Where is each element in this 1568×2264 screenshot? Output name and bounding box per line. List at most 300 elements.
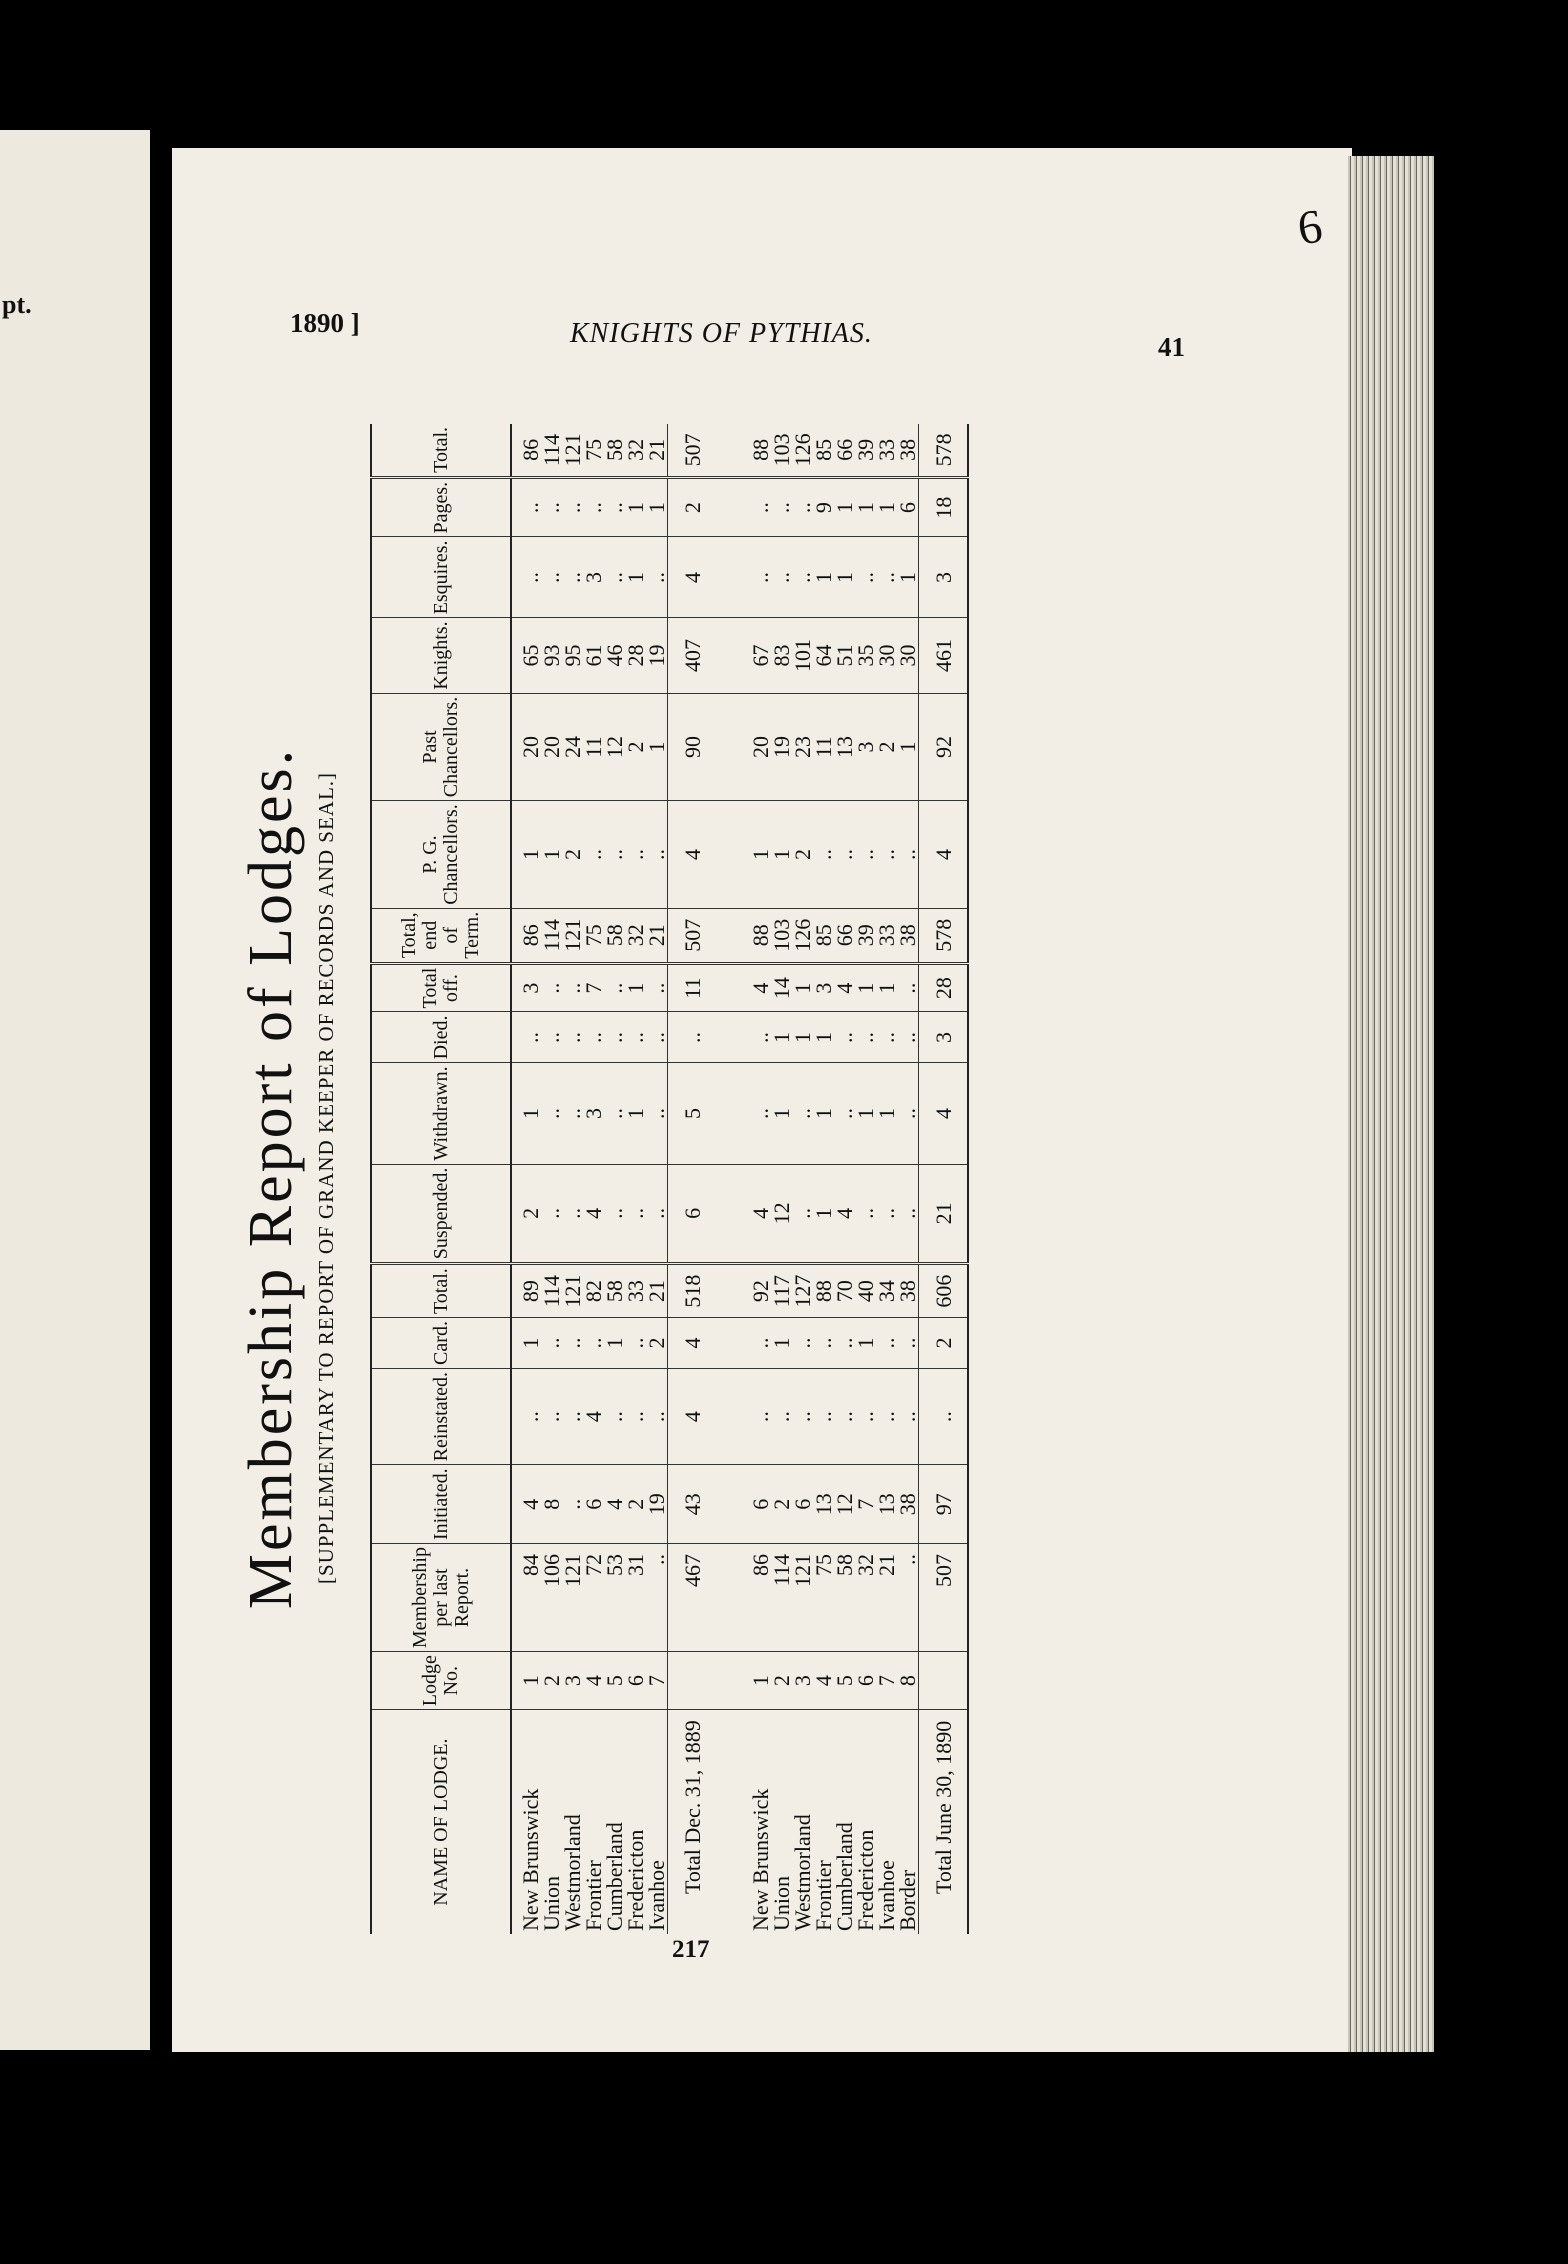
table-cell: 1 [520,1652,541,1710]
table-cell: .. [855,1164,876,1264]
table-cell: .. [834,801,855,909]
table-cell: .. [646,963,668,1012]
table-cell: 4 [834,1164,855,1264]
table-cell: 13 [834,693,855,801]
table-cell: .. [541,1368,562,1464]
total-row [668,424,717,1934]
table-cell: .. [792,477,813,537]
table-cell: 407 [668,618,717,693]
table-cell: 5 [834,1652,855,1710]
table-cell: 1 [520,1318,541,1369]
table-cell: .. [750,1012,771,1063]
table-cell: .. [750,1368,771,1464]
table-cell: 32 [625,424,646,477]
lodge-name-cell: Ivanhoe [644,1860,669,1931]
table-cell: 7 [876,1652,897,1710]
column-header: Reinstated. [371,1368,511,1464]
lodge-name-cell: Total June 30, 1890 [919,1710,969,1934]
table-cell: 4 [813,1652,834,1710]
table-cell: .. [604,1063,625,1164]
table-cell: 88 [750,424,771,477]
table-cell: 2 [625,693,646,801]
table-cell: 58 [604,1264,625,1318]
table-cell: .. [562,537,583,618]
table-cell: 4 [919,1063,969,1164]
table-cell: 103 [771,424,792,477]
table-cell: 28 [919,963,969,1012]
table-cell: .. [562,1063,583,1164]
table-cell: 6 [668,1164,717,1264]
table-cell: 85 [813,908,834,963]
table-cell: 7 [646,1652,668,1710]
table-cell: .. [646,1012,668,1063]
table-cell: 35 [855,618,876,693]
table-cell: .. [541,1318,562,1369]
table-cell: .. [562,1465,583,1544]
table-cell: 88 [750,908,771,963]
table-cell: .. [771,537,792,618]
table-cell: .. [855,1012,876,1063]
lodge-name-cell: Total Dec. 31, 1889 [668,1710,717,1934]
table-cell: .. [646,1544,668,1652]
table-cell: 1 [604,1318,625,1369]
spacer-cell [716,1368,750,1464]
table-cell: 28 [625,618,646,693]
column-header: Lodge No. [371,1652,511,1710]
table-cell: .. [750,1318,771,1369]
table-cell: 7 [855,1465,876,1544]
table-cell: 3 [583,1063,604,1164]
table-cell: .. [562,477,583,537]
table-cell: 92 [750,1264,771,1318]
table-cell: 33 [625,1264,646,1318]
table-cell: 1 [813,537,834,618]
lodge-name-cell: New Brunswick [748,1788,773,1931]
table-cell: 1 [646,477,668,537]
table-cell: .. [604,537,625,618]
table-cell: 2 [646,1318,668,1369]
table-cell: 5 [604,1652,625,1710]
table-cell: 507 [668,424,717,477]
header-row [371,424,511,1934]
table-cell: .. [834,1012,855,1063]
spacer-cell [716,1544,750,1652]
table-cell: 1 [625,477,646,537]
column-header: Membership per last Report. [371,1544,511,1652]
table-cell: 1 [855,1063,876,1164]
table-cell: 114 [541,908,562,963]
table-cell: 2 [520,1164,541,1264]
column-header: Esquires. [371,537,511,618]
table-cell: 84 [520,1544,541,1652]
table-cell: .. [646,1063,668,1164]
table-cell: 1 [876,963,897,1012]
table-cell: .. [897,1368,919,1464]
table-cell: 8 [541,1465,562,1544]
table-cell: 2 [541,1652,562,1710]
table-cell: 64 [813,618,834,693]
table-cell: .. [583,801,604,909]
table-cell: 85 [813,424,834,477]
table-cell: .. [834,1368,855,1464]
table-cell: .. [646,1164,668,1264]
table-cell: 103 [771,908,792,963]
table-cell: .. [813,801,834,909]
table-cell: 33 [876,908,897,963]
table-cell: .. [541,963,562,1012]
table-cell: 3 [855,693,876,801]
table-cell: .. [520,537,541,618]
table-cell: 4 [583,1368,604,1464]
table-cell: 58 [834,1544,855,1652]
table-row [625,424,646,1934]
table-row [541,424,562,1934]
table-cell: 21 [646,1264,668,1318]
table-cell: .. [604,801,625,909]
table-cell: 20 [520,693,541,801]
table-cell: .. [750,1063,771,1164]
table-cell [919,1652,969,1710]
table-cell: 72 [583,1544,604,1652]
table-cell: 21 [646,908,668,963]
spacer-cell [716,618,750,693]
table-cell: 3 [919,537,969,618]
table-cell: 90 [668,693,717,801]
table-cell: 23 [792,693,813,801]
table-cell: 32 [625,908,646,963]
left-page-edge [0,130,150,2050]
table-cell: .. [541,1063,562,1164]
table-cell: 518 [668,1264,717,1318]
report-title: Membership Report of Lodges. [237,746,305,1610]
lodge-name-cell: Cumberland [832,1822,857,1931]
table-cell: 92 [919,693,969,801]
membership-table [370,424,969,1934]
table-cell: 1 [520,801,541,909]
table-cell: .. [876,1368,897,1464]
table-row [750,424,771,1934]
table-cell: .. [897,1012,919,1063]
table-cell: 38 [897,424,919,477]
table-cell: 126 [792,424,813,477]
spacer-cell [716,1652,750,1710]
table-cell: .. [583,477,604,537]
table-cell: .. [876,537,897,618]
table-cell: 3 [813,963,834,1012]
table-cell: 3 [520,963,541,1012]
table-cell: 13 [813,1465,834,1544]
table-cell: 4 [583,1652,604,1710]
table-row [562,424,583,1934]
table-cell: .. [897,801,919,909]
table-cell: 2 [771,1465,792,1544]
table-cell: 101 [792,618,813,693]
table-cell: .. [625,1368,646,1464]
table-cell: .. [646,537,668,618]
table-cell: 1 [771,801,792,909]
table-cell: 31 [625,1544,646,1652]
spacer-cell [716,1318,750,1369]
table-cell: 1 [876,477,897,537]
table-cell: 82 [583,1264,604,1318]
table-cell: .. [919,1368,969,1464]
table-cell: 11 [668,963,717,1012]
column-header: Suspended. [371,1164,511,1264]
table-cell: .. [625,1164,646,1264]
lodge-name-cell: Fredericton [623,1829,648,1931]
table-cell: .. [876,1318,897,1369]
table-body [511,424,968,1934]
table-cell: 21 [876,1544,897,1652]
table-cell: 106 [541,1544,562,1652]
table-cell: 6 [750,1465,771,1544]
table-cell: 114 [771,1544,792,1652]
left-page-fragment: pt. [2,290,32,319]
table-cell: 65 [520,618,541,693]
table-cell: 11 [583,693,604,801]
spacer-cell [716,963,750,1012]
table-cell: 4 [520,1465,541,1544]
folio-number: 217 [672,1936,710,1963]
lodge-name-cell: Union [539,1876,564,1931]
table-cell: .. [792,1164,813,1264]
table-cell: 75 [583,424,604,477]
column-header: Total off. [371,963,511,1012]
table-cell: 1 [792,1012,813,1063]
table-cell: 14 [771,963,792,1012]
table-cell: 121 [562,1264,583,1318]
column-header: Card. [371,1318,511,1369]
table-cell: .. [668,1012,717,1063]
spacer-cell [716,477,750,537]
column-header: Withdrawn. [371,1063,511,1164]
spacer-cell [716,908,750,963]
table-cell: 121 [562,908,583,963]
table-cell: 1 [646,693,668,801]
table-cell: 1 [771,1063,792,1164]
table-cell: 18 [919,477,969,537]
table-row [813,424,834,1934]
table-cell: 1 [897,693,919,801]
table-cell: .. [646,801,668,909]
table-cell: .. [541,477,562,537]
table-cell: 3 [583,537,604,618]
table-cell: 1 [813,1164,834,1264]
table-cell: .. [583,1318,604,1369]
table-cell [668,1652,717,1710]
table-cell: .. [520,1368,541,1464]
table-cell: 1 [897,537,919,618]
table-cell: 2 [771,1652,792,1710]
table-cell: 39 [855,908,876,963]
table-cell: 1 [750,1652,771,1710]
table-cell: 1 [855,1318,876,1369]
table-cell: 38 [897,1465,919,1544]
spacer-cell [716,1264,750,1318]
table-cell: .. [562,1368,583,1464]
table-cell: 34 [876,1264,897,1318]
table-cell: 2 [919,1318,969,1369]
table-cell: .. [876,1164,897,1264]
lodge-name-cell: Westmorland [790,1814,815,1931]
table-cell: 4 [668,1368,717,1464]
spacer-cell [716,1710,750,1934]
table-cell: 3 [792,1652,813,1710]
table-cell: 4 [583,1164,604,1264]
table-cell: 95 [562,618,583,693]
table-cell: 4 [750,1164,771,1264]
spacer-cell [716,801,750,909]
table-cell: 2 [876,693,897,801]
lodge-name-cell: Cumberland [602,1822,627,1931]
table-cell: 11 [813,693,834,801]
table-cell: 32 [855,1544,876,1652]
table-cell: 1 [625,537,646,618]
table-cell: 12 [834,1465,855,1544]
table-cell: .. [876,801,897,909]
table-cell: 4 [919,801,969,909]
table-cell: .. [855,801,876,909]
table-cell: .. [771,1368,792,1464]
table-cell: .. [562,1164,583,1264]
table-cell: 1 [834,477,855,537]
table-cell: 4 [834,963,855,1012]
table-cell: .. [792,1063,813,1164]
column-header: Initiated. [371,1465,511,1544]
table-cell: 30 [876,618,897,693]
table-cell: 86 [750,1544,771,1652]
report-subtitle: [SUPPLEMENTARY TO REPORT OF GRAND KEEPER OF RECORDS AND SEAL.] [314,771,338,1585]
lodge-name-cell: Frontier [581,1860,606,1931]
table-cell: 4 [668,537,717,618]
spacer-cell [716,537,750,618]
spacer-cell [716,1063,750,1164]
column-header: P. G. Chancellors. [371,801,511,909]
table-cell: 1 [771,1012,792,1063]
table-cell: 6 [792,1465,813,1544]
table-row [646,424,668,1934]
table-cell: 3 [919,1012,969,1063]
table-cell: .. [771,477,792,537]
total-row [919,424,969,1934]
table-cell: 86 [520,424,541,477]
table-cell: .. [834,1318,855,1369]
table-cell: 606 [919,1264,969,1318]
table-cell: 70 [834,1264,855,1318]
table-cell: 9 [813,477,834,537]
lodge-name-cell: Westmorland [560,1814,585,1931]
table-cell: 38 [897,908,919,963]
table-cell: 121 [562,424,583,477]
table-cell: 578 [919,424,969,477]
table-cell: 24 [562,693,583,801]
rotated-report [237,398,1200,1958]
table-cell: 51 [834,618,855,693]
lodge-name-cell: Border [895,1869,920,1931]
table-cell: 467 [668,1544,717,1652]
table-cell: 21 [646,424,668,477]
header-year: 1890 ] [290,308,360,338]
table-cell: 1 [855,477,876,537]
table-cell: 2 [625,1465,646,1544]
table-cell: .. [562,1318,583,1369]
table-cell: 39 [855,424,876,477]
table-cell: 12 [604,693,625,801]
table-cell: 75 [583,908,604,963]
table-cell: .. [520,477,541,537]
table-cell: 61 [583,618,604,693]
column-header: Pages. [371,477,511,537]
column-header: NAME OF LODGE. [371,1710,511,1934]
table-cell: 46 [604,618,625,693]
table-cell: 7 [583,963,604,1012]
table-cell: .. [646,1368,668,1464]
table-cell: 19 [646,618,668,693]
spacer-cell [716,1465,750,1544]
table-cell: 1 [771,1318,792,1369]
table-cell: 114 [541,424,562,477]
table-cell: .. [541,1164,562,1264]
table-cell: 19 [771,693,792,801]
table-cell: .. [813,1318,834,1369]
table-cell: 86 [520,908,541,963]
table-row [604,424,625,1934]
table-cell: .. [604,963,625,1012]
table-cell: 4 [750,963,771,1012]
table-cell: 88 [813,1264,834,1318]
spacer-cell [716,424,750,477]
table-cell: 1 [750,801,771,909]
running-title: KNIGHTS OF PYTHIAS. [570,318,873,349]
table-cell: 2 [562,801,583,909]
handwritten-mark: 6 [1294,199,1326,256]
spacer-cell [716,1012,750,1063]
table-cell: 40 [855,1264,876,1318]
table-cell: 507 [919,1544,969,1652]
table-cell: 13 [876,1465,897,1544]
table-cell: 12 [771,1164,792,1264]
table-cell: 1 [792,963,813,1012]
table-cell: .. [855,537,876,618]
table-cell: 4 [604,1465,625,1544]
column-header: Total. [371,1264,511,1318]
table-cell: 20 [750,693,771,801]
page-fore-edge [1348,156,1434,2052]
table-cell: 53 [604,1544,625,1652]
table-row [855,424,876,1934]
table-cell: 2 [792,801,813,909]
table-cell: .. [750,477,771,537]
table-cell: .. [876,1012,897,1063]
table-cell: 89 [520,1264,541,1318]
spacer-row [716,424,750,1934]
table-cell: 1 [625,963,646,1012]
table-cell: 126 [792,908,813,963]
table-cell: 20 [541,693,562,801]
table-cell: 1 [541,801,562,909]
lodge-name-cell: Fredericton [853,1829,878,1931]
table-cell: 58 [604,424,625,477]
table-cell: .. [562,963,583,1012]
table-row [771,424,792,1934]
table-cell: .. [834,1063,855,1164]
table-cell: 1 [813,1012,834,1063]
spacer-cell [716,693,750,801]
table-cell: 19 [646,1465,668,1544]
table-cell: 58 [604,908,625,963]
table-cell: .. [541,537,562,618]
lodge-name-cell: Ivanhoe [874,1860,899,1931]
